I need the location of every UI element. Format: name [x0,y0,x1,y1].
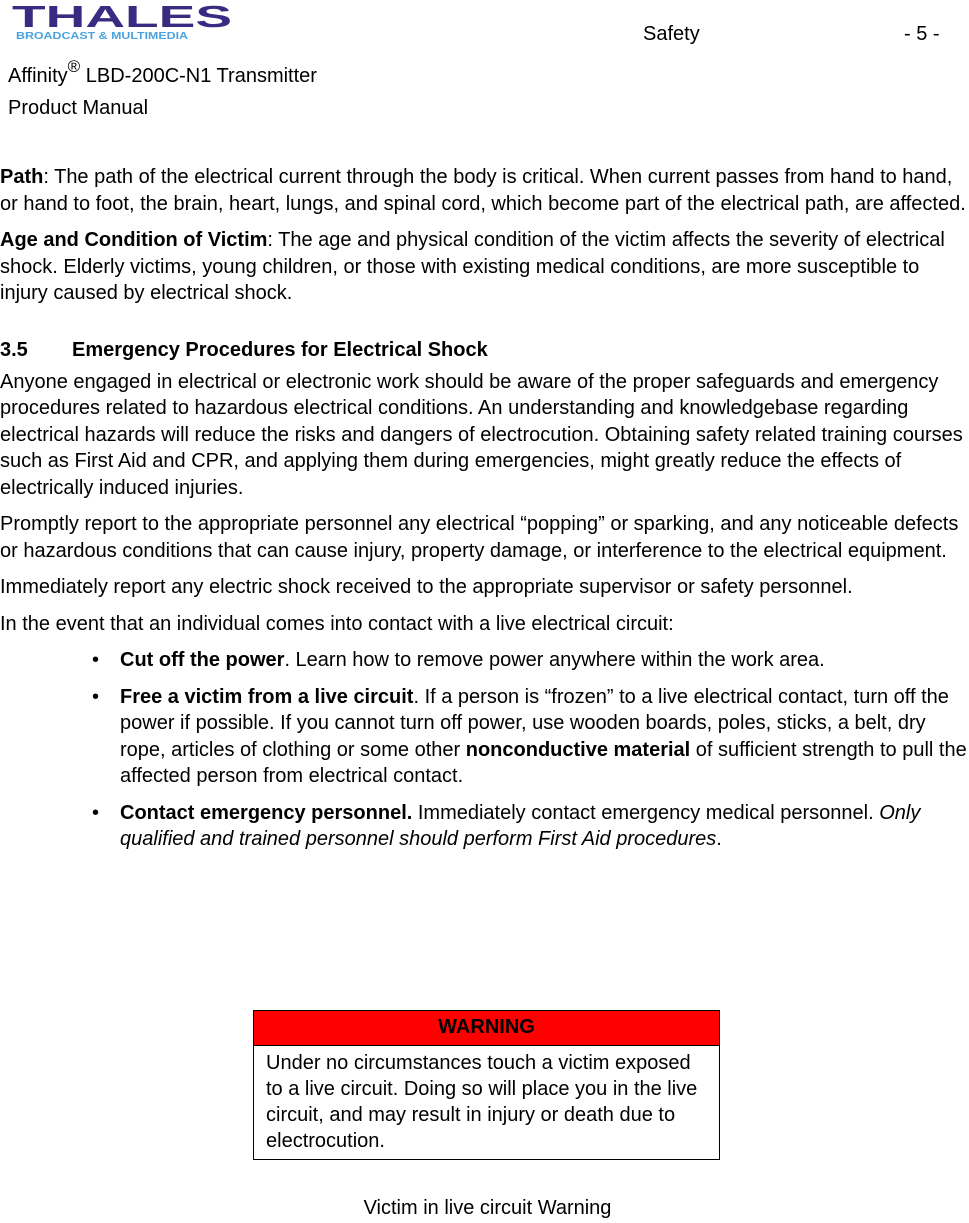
path-paragraph [0,164,969,217]
item-text: . If a person is “frozen” to a live electrical contact, turn off the power if possible. If you cannot turn off power, use wooden boards, poles, sticks, a belt, dry rope, articles of clothing or some other [120,685,949,761]
item-text: of sufficient strength to pull the affected person from electrical contact. [120,738,967,787]
item-text: . [716,828,722,850]
section-number: 3.5 [0,338,28,361]
list-item [92,800,969,853]
section-paragraph-3: Immediately report any electric shock received to the appropriate supervisor or safety personnel. [0,576,853,598]
section-paragraph-1: Anyone engaged in electrical or electronic work should be aware of the proper safeguards and emergency procedures related to hazardous electrical conditions. An understanding and knowledgebase regarding electrical hazards will reduce the risks and dangers of electrocution. Obtaining safety related training courses such as First Aid and CPR, and applying them during emergencies, might greatly reduce the effects of electrically induced injuries. [0,370,963,499]
item-term: Contact emergency personnel. [120,801,413,824]
section-title: Emergency Procedures for Electrical Shock [72,338,488,361]
item-italic: Only qualified and trained personnel should perform First Aid procedures [120,801,921,850]
page-body [0,164,969,863]
thales-logo [12,2,234,42]
section-paragraph-4: In the event that an individual comes into contact with a live electrical circuit: [0,612,674,635]
doc-type: Product Manual [8,97,149,119]
item-text: Immediately contact emergency medical personnel. [412,801,880,824]
page-number: - 5 - [904,23,940,45]
figure-caption: Victim in live circuit Warning [363,1197,612,1219]
item-term: Free a victim from a live circuit [120,685,414,708]
section-heading [0,337,969,363]
bullet: • [92,685,100,708]
header-section: Safety [643,23,700,45]
warning-box [253,1010,720,1160]
logo-wordmark: THALES [12,2,232,34]
procedure-list [0,647,969,853]
product-name [8,57,317,88]
logo-tagline: BROADCAST & MULTIMEDIA [16,31,188,42]
path-text: : The path of the electrical current through the body is critical. When current passes from hand to hand, or hand to foot, the brain, heart, lungs, and spinal cord, which become part of the electrical path, are affected. [0,166,966,215]
section-paragraph-2: Promptly report to the appropriate personnel any electrical “popping” or sparking, and any noticeable defects or hazardous conditions that can cause injury, property damage, or interference to the electrical equipment. [0,513,959,562]
bullet: • [92,649,100,671]
bullet: • [92,801,100,824]
path-term: Path [0,166,44,188]
product-brand: Affinity [8,65,68,87]
warning-title: WARNING [254,1011,719,1046]
age-paragraph [0,227,969,307]
list-item [92,684,969,790]
item-emphasis: nonconductive material [465,738,691,761]
age-term: Age and Condition of Victim [0,229,268,251]
item-term: Cut off the power [120,649,285,671]
product-model: LBD-200C-N1 Transmitter [80,65,317,87]
registered-mark: ® [67,57,81,76]
warning-text: Under no circumstances touch a victim exposed to a live circuit. Doing so will place you in the live circuit, and may result in injury or death due to electrocution. [266,1052,698,1152]
age-text: : The age and physical condition of the victim affects the severity of electrical shock. Elderly victims, young children, or those with existing medical conditions, are more susceptible to injury caused by electrical shock. [0,229,945,304]
item-text: . Learn how to remove power anywhere within the work area. [284,649,825,671]
list-item [92,647,969,674]
